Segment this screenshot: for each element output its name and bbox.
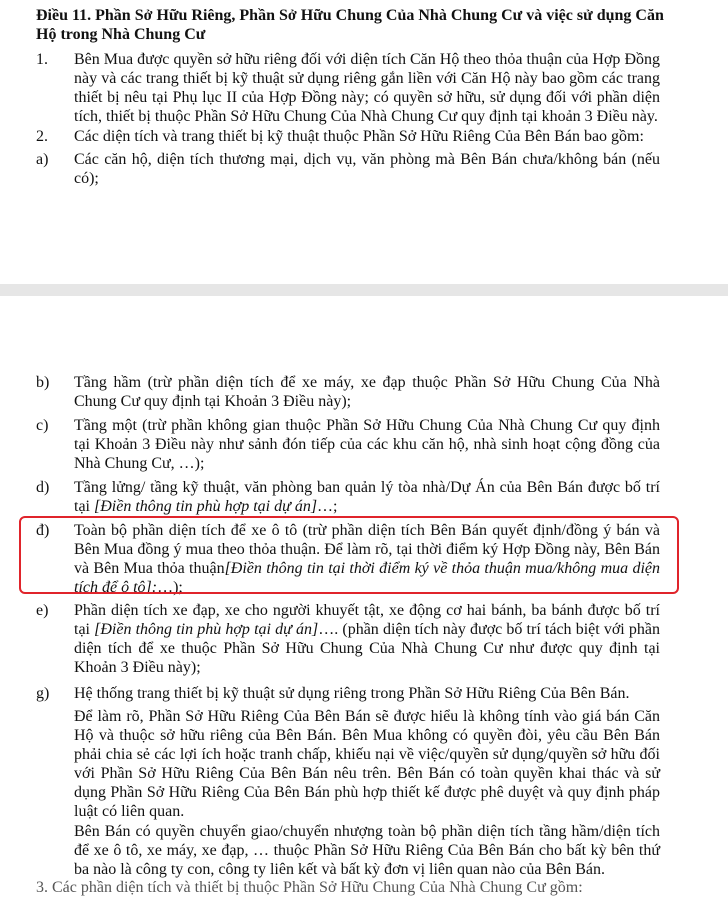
clause-label: e) [36, 602, 49, 619]
clause-e [36, 601, 660, 677]
clause-text [74, 601, 660, 677]
clause-text: Tầng một (trừ phần không gian thuộc Phần Sở Hữu Chung Của Nhà Chung Cư quy định tại Khoản 3 Điều này như sảnh đón tiếp của các khu căn hộ, nhà sinh hoạt cộng đồng của Nhà Chung Cư, …); [74, 417, 660, 472]
clause-text: Các căn hộ, diện tích thương mại, dịch vụ, văn phòng mà Bên Bán chưa/không bán (nếu có); [74, 151, 660, 187]
placeholder-note: [Điền thông tin phù hợp tại dự án] [94, 498, 318, 515]
article-heading: Điều 11. Phần Sở Hữu Riêng, Phần Sở Hữu Chung Của Nhà Chung Cư và việc sử dụng Căn Hộ trong Nhà Chung Cư [36, 7, 664, 43]
clause-text-tail: …. (phần diện tích này được bố trí tách biệt với phần diện tích để xe thuộc Phần Sở Hữu Chung Của Nhà Chung Cư như được quy định tại Khoản 3 Điều này); [74, 621, 661, 676]
clause-label: a) [36, 151, 49, 168]
clause-d [36, 478, 660, 516]
clause-label: c) [36, 417, 49, 434]
clarification-paragraph: Để làm rõ, Phần Sở Hữu Riêng Của Bên Bán sẽ được hiểu là không tính vào giá bán Căn Hộ và thuộc sở hữu riêng của Bên Bán. Bên Mua không có quyền đòi, yêu cầu Bên Bán phải chia sẻ các lợi ích hoặc tranh chấp, khiếu nại về việc/quyền sử dụng/quyền sở hữu đối với Phần Sở Hữu Riêng Của Bên Bán nêu trên. Bên Bán có toàn quyền khai thác và sử dụng Phần Sở Hữu Riêng Của Bên Bán phù hợp thiết kế được phê duyệt và quy định pháp luật có liên quan. [74, 708, 660, 820]
clause-label: 2. [36, 128, 48, 145]
clause-text-tail: …; [317, 498, 338, 515]
clause-text: Bên Mua được quyền sở hữu riêng đối với diện tích Căn Hộ theo thỏa thuận của Hợp Đồng này và các trang thiết bị kỹ thuật sử dụng riêng gắn liền với Căn Hộ này bao gồm các trang thiết bị nêu tại Phụ lục II của Hợp Đồng này; có quyền sở hữu, sử dụng đối với phần diện tích, thiết bị thuộc Phần Sở Hữu Chung Của Nhà Chung Cư quy định tại khoản 3 Điều này. [74, 51, 660, 125]
clause-c [36, 416, 660, 473]
red-highlight-box [19, 516, 679, 594]
clause-1 [36, 50, 660, 126]
cut-off-line: 3. Các phần diện tích và thiết bị thuộc Phần Sở Hữu Chung Của Nhà Chung Cư gồm: [36, 879, 583, 896]
clause-label: b) [36, 374, 50, 391]
clause-text-plain: Phần diện tích xe đạp, xe cho người khuyết tật, xe động cơ hai bánh, ba bánh được bố trí tại [74, 602, 660, 638]
clause-text: Tầng hầm (trừ phần diện tích để xe máy, xe đạp thuộc Phần Sở Hữu Chung Của Nhà Chung Cư quy định tại Khoản 3 Điều này); [74, 374, 660, 410]
transfer-paragraph: Bên Bán có quyền chuyển giao/chuyển nhượng toàn bộ phần diện tích tầng hầm/diện tích để xe ô tô, xe máy, xe đạp, … thuộc Phần Sở Hữu Riêng Của Bên Bán cho bất kỳ bên thứ ba nào là công ty con, công ty liên kết và bất kỳ đơn vị liên quan nào của Bên Bán. [74, 823, 660, 878]
clause-g [36, 684, 660, 703]
clause-label: d) [36, 479, 50, 496]
clause-text-plain: Toàn bộ phần diện tích để xe ô tô (trừ phần diện tích Bên Bán quyết định/đồng ý bán và Bên Mua đồng ý mua theo thỏa thuận. Để làm rõ, tại thời điểm ký Hợp Đồng này, Bên Bán và Bên Mua thỏa thuận [74, 522, 660, 577]
clause-label: g) [36, 685, 50, 702]
clause-text-plain: Tầng lửng/ tầng kỹ thuật, văn phòng ban quản lý tòa nhà/Dự Án của Bên Bán được bố trí tại [74, 479, 660, 515]
clause-text [74, 478, 660, 516]
clause-text: Các diện tích và trang thiết bị kỹ thuật thuộc Phần Sở Hữu Riêng Của Bên Bán bao gồm: [74, 128, 644, 145]
clause-label: đ) [36, 522, 50, 539]
clause-b [36, 373, 660, 411]
clause-2 [36, 127, 660, 146]
placeholder-note: [Điền thông tin tại thời điểm ký về thỏa thuận mua/không mua diện tích để ô tô]: [74, 560, 660, 596]
placeholder-note: [Điền thông tin phù hợp tại dự án] [94, 621, 319, 638]
clause-label: 1. [36, 51, 48, 68]
clause-text-tail: …); [157, 579, 183, 596]
clause-text: Hệ thống trang thiết bị kỹ thuật sử dụng riêng trong Phần Sở Hữu Riêng Của Bên Bán. [74, 685, 630, 702]
clause-a [36, 150, 660, 188]
page-break-gap [0, 284, 728, 296]
